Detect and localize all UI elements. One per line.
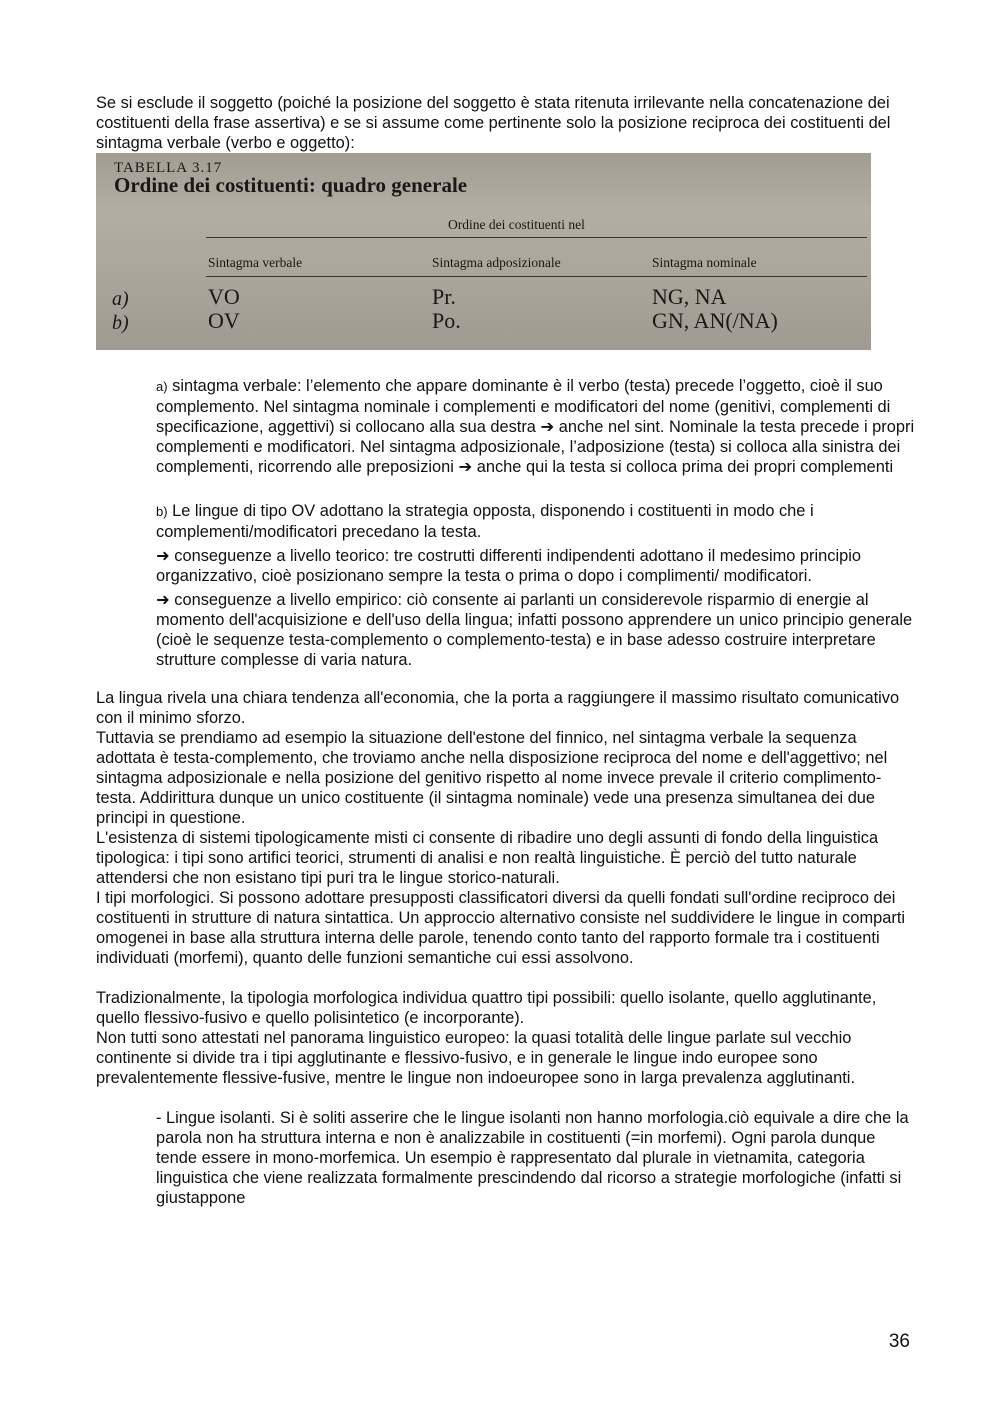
body-section	[96, 688, 916, 968]
table-title: Ordine dei costituenti: quadro generale	[114, 173, 468, 197]
list-item-b	[156, 501, 916, 670]
table-cell: Po.	[432, 308, 461, 333]
paragraph: La lingua rivela una chiara tendenza all'economia, che la porta a raggiungere il massimo risultato comunicativo con il minimo sforzo.	[96, 689, 900, 727]
table-cell: Pr.	[432, 284, 456, 309]
table-row-label: a)	[112, 288, 129, 310]
paragraph: Tuttavia se prendiamo ad esempio la situazione dell'estone del finnico, nel sintagma verbale la sequenza adottata è testa-complemento, che troviamo anche nella disposizione reciproca del nome e dell'aggettivo; nel sintagma adposizionale e nella posizione del genitivo rispetto al nome invece prevale il criterio complimento-testa. Addirittura dunque un unico costituente (il sintagma nominale) vede una presenza simultanea dei due principi in questione.	[96, 729, 888, 827]
item-a-body: sintagma verbale: l’elemento che appare dominante è il verbo (testa) precede l’oggetto, cioè il suo complemento. Nel sintagma nominale i complementi e modificatori del nome (genitivi, complementi di specificazione, aggettivi) si collocano alla sua destra ➔ anche nel sint. Nominale la testa precede i propri complementi e modificatori. Nel sintagma adposizionale, l’adposizione (testa) si colloca alla sinistra dei complementi, ricorrendo alle preposizioni ➔ anche qui la testa si colloca prima dei propri complementi	[156, 377, 915, 476]
paragraph: Non tutti sono attestati nel panorama linguistico europeo: la quasi totalità delle lingue parlate sul vecchio continente si divide tra i tipi agglutinante e flessivo-fusivo, e in generale le lingue indo europee sono prevalentemente flessive-fusive, mentre le lingue non indoeuropee sono in larga prevalenza agglutinanti.	[96, 1029, 856, 1087]
table-column-header: Sintagma adposizionale	[432, 255, 561, 270]
list-item-isolating	[156, 1108, 916, 1208]
table-label: TABELLA 3.17	[114, 160, 223, 176]
item-marker: b)	[156, 504, 168, 519]
intro-paragraph: Se si esclude il soggetto (poiché la posizione del soggetto è stata ritenuta irrilevante nella concatenazione dei costituenti della frase assertiva) e se si assume come pertinente solo la posizione reciproca dei costituenti del sintagma verbale (verbo e oggetto):	[96, 94, 891, 152]
table-cell: NG, NA	[652, 284, 727, 309]
item-a-text	[156, 376, 916, 477]
paragraph: Tradizionalmente, la tipologia morfologica individua quattro tipi possibili: quello isolante, quello agglutinante, quello flessivo-fusivo e quello polisintetico (e incorporante).	[96, 989, 877, 1027]
list-item-a	[156, 376, 916, 477]
table-row-label: b)	[112, 312, 129, 334]
item-marker: a)	[156, 379, 168, 394]
isolating-languages-text: - Lingue isolanti. Si è soliti asserire che le lingue isolanti non hanno morfologia.ciò equivale a dire che la parola non ha struttura interna e non è analizzabile in costituenti (=in morfemi). Ogni parola dunque tende essere in mono-morfemica. Un esempio è rappresentato dal plurale in vietnamita, categoria linguistica che viene realizzata formalmente prescindendo dal ricorso a strategie morfologiche (infatti si giustappone	[156, 1109, 909, 1207]
paragraph: I tipi morfologici. Si possono adottare presupposti classificatori diversi da quelli fondati sull'ordine reciproco dei costituenti in strutture di natura sintattica. Un approccio alternativo consiste nel suddividere le lingue in comparti omogenei in base alla struttura interna delle parole, tenendo conto tanto del rapporto formale tra i costituenti individuati (morfemi), quanto delle funzioni semantiche cui essi assolvono.	[96, 889, 906, 967]
table-cell: OV	[208, 308, 240, 333]
table-column-header: Sintagma verbale	[208, 255, 303, 270]
page-number: 36	[888, 1331, 910, 1352]
item-b-text	[156, 501, 916, 542]
page-content	[96, 93, 916, 1212]
table-cell: VO	[208, 284, 240, 309]
consequence-empirical: ➜ conseguenze a livello empirico: ciò consente ai parlanti un considerevole risparmio di energie al momento dell'acquisizione e dell'uso della lingua; infatti possono apprendere un unico principio generale (cioè le sequenze testa-complemento o complemento-testa) e in base adesso costruire interpretare strutture complesse di varia natura.	[156, 591, 913, 669]
table-rule	[206, 276, 867, 277]
table-photo	[96, 153, 871, 350]
item-b-body: Le lingue di tipo OV adottano la strategia opposta, disponendo i costituenti in modo che i complementi/modificatori precedano la testa.	[156, 502, 814, 541]
table-cell: GN, AN(/NA)	[652, 308, 778, 333]
consequence-theory: ➜ conseguenze a livello teorico: tre costrutti differenti indipendenti adottano il medesimo principio organizzativo, cioè posizionano sempre la testa o prima o dopo i complimenti/ modificatori.	[156, 547, 861, 585]
table-spanner-header: Ordine dei costituenti nel	[448, 217, 585, 232]
table-column-header: Sintagma nominale	[652, 255, 757, 270]
table-rule	[206, 237, 867, 238]
paragraph: L'esistenza di sistemi tipologicamente misti ci consente di ribadire uno degli assunti di fondo della linguistica tipologica: i tipi sono artifici teorici, strumenti di analisi e non realtà linguistiche. È perciò del tutto naturale attendersi che non esistano tipi puri tra le lingue storico-naturali.	[96, 829, 879, 887]
